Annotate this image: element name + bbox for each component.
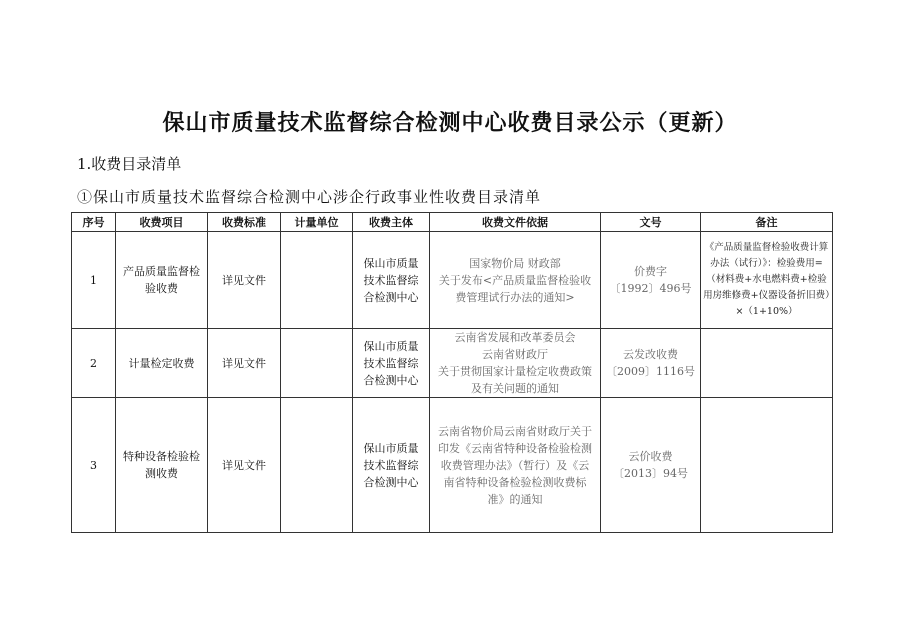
table-header-row [72, 213, 833, 232]
cell-unit [281, 329, 353, 398]
cell-doc-no: 价费字 〔1992〕496号 [601, 232, 701, 329]
cell-no: 2 [72, 329, 116, 398]
table-row [72, 329, 833, 398]
header-unit: 计量单位 [281, 213, 353, 232]
cell-body: 保山市质量技术监督综合检测中心 [353, 232, 430, 329]
section-heading: 1.收费目录清单 [77, 155, 182, 173]
header-doc-no: 文号 [601, 213, 701, 232]
cell-remark: 《产品质量监督检验收费计算办法（试行）》：检验费用=（材料费+水电燃料费+检验用房维修费+仪器设备折旧费）×（1+10%） [701, 232, 833, 329]
fee-catalog-table [71, 212, 833, 533]
cell-doc-no: 云价收费 〔2013〕94号 [601, 398, 701, 533]
header-body: 收费主体 [353, 213, 430, 232]
header-no: 序号 [72, 213, 116, 232]
cell-item: 产品质量监督检验收费 [116, 232, 208, 329]
subsection-heading: ①保山市质量技术监督综合检测中心涉企行政事业性收费目录清单 [77, 188, 542, 206]
header-standard: 收费标准 [208, 213, 281, 232]
cell-remark [701, 398, 833, 533]
cell-standard: 详见文件 [208, 232, 281, 329]
header-basis: 收费文件依据 [430, 213, 601, 232]
cell-item: 特种设备检验检测收费 [116, 398, 208, 533]
header-item: 收费项目 [116, 213, 208, 232]
cell-body: 保山市质量技术监督综合检测中心 [353, 398, 430, 533]
document-title: 保山市质量技术监督综合检测中心收费目录公示（更新） [162, 111, 738, 136]
table-row [72, 232, 833, 329]
cell-basis: 云南省物价局云南省财政厅关于印发《云南省特种设备检验检测收费管理办法》（暂行）及《云南省特种设备检验检测收费标准》的通知 [430, 398, 601, 533]
header-remark: 备注 [701, 213, 833, 232]
cell-basis: 国家物价局 财政部 关于发布<产品质量监督检验收费管理试行办法的通知> [430, 232, 601, 329]
cell-unit [281, 232, 353, 329]
table-row [72, 398, 833, 533]
cell-standard: 详见文件 [208, 398, 281, 533]
cell-standard: 详见文件 [208, 329, 281, 398]
cell-unit [281, 398, 353, 533]
cell-body: 保山市质量技术监督综合检测中心 [353, 329, 430, 398]
cell-no: 1 [72, 232, 116, 329]
cell-remark [701, 329, 833, 398]
cell-item: 计量检定收费 [116, 329, 208, 398]
cell-doc-no: 云发改收费 〔2009〕1116号 [601, 329, 701, 398]
cell-basis: 云南省发展和改革委员会 云南省财政厅 关于贯彻国家计量检定收费政策及有关问题的通知 [430, 329, 601, 398]
cell-no: 3 [72, 398, 116, 533]
